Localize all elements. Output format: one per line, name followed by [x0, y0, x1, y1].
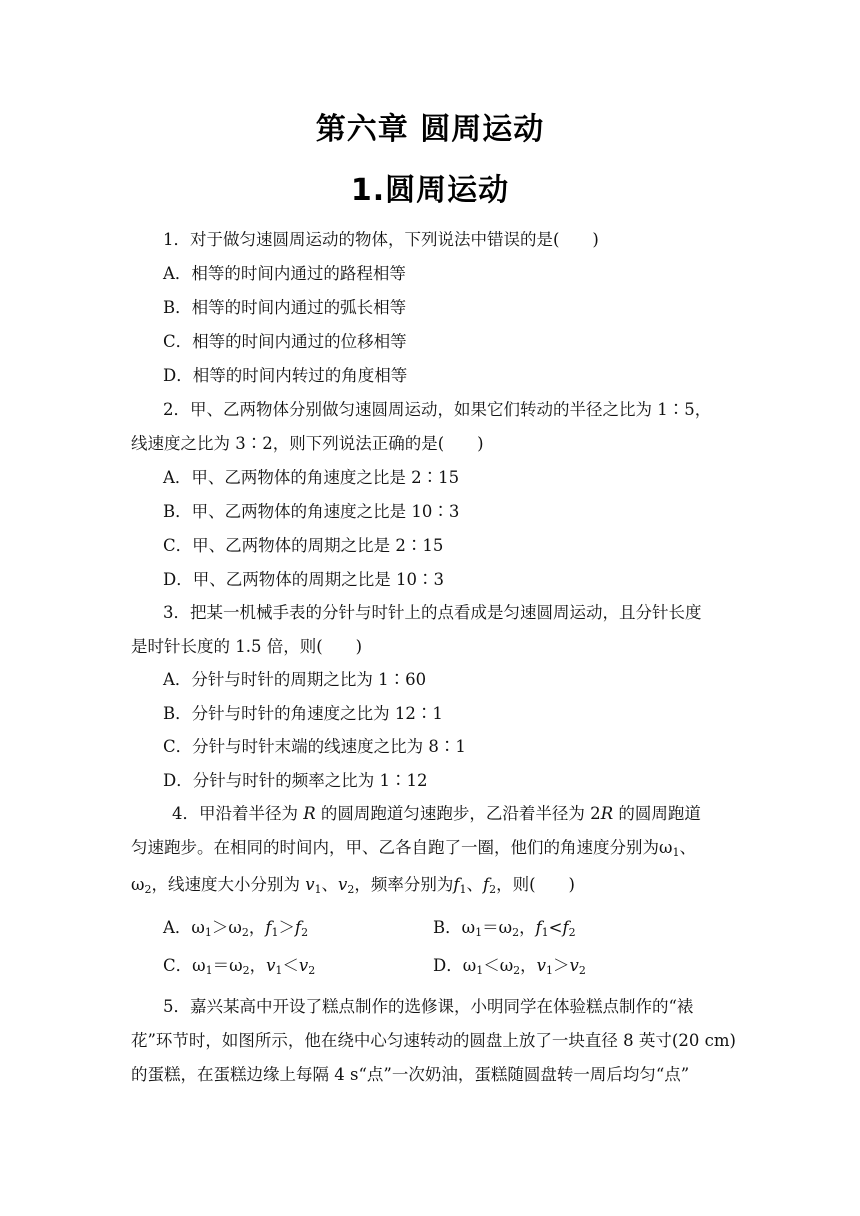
q1-option-a: A．相等的时间内通过的路程相等 [163, 264, 406, 283]
q3-stem-line2: 是时针长度的 1.5 倍，则( ) [131, 637, 363, 656]
q2-option-b: B．甲、乙两物体的角速度之比是 10∶3 [163, 502, 460, 521]
q3-option-b: B．分针与时针的角速度之比为 12∶1 [163, 704, 443, 723]
q1-option-b: B．相等的时间内通过的弧长相等 [163, 298, 407, 317]
section-title: 1.圆周运动 [350, 173, 510, 208]
q4-stem-line3: $\omega_2$，线速度大小分别为 $v_1$、$v_2$，频率分别为$f_1$、$f_2$，则( ) [131, 875, 575, 896]
q4-stem-line1: 4．甲沿着半径为 R 的圆周跑道匀速跑步，乙沿着半径为 2R 的圆周跑道 [172, 804, 701, 823]
chapter-title: 第六章 圆周运动 [315, 112, 545, 147]
q2-stem-line1: 2．甲、乙两物体分别做匀速圆周运动，如果它们转动的半径之比为 1∶5， [163, 400, 712, 419]
q2-option-a: A．甲、乙两物体的角速度之比是 2∶15 [163, 468, 460, 487]
q2-stem-line2: 线速度之比为 3∶2，则下列说法正确的是( ) [131, 434, 484, 453]
q1-option-c: C．相等的时间内通过的位移相等 [163, 332, 407, 351]
q4-option-b: B．$\omega_1=\omega_2$，$f_1<f_2$ [433, 918, 576, 939]
q2-option-c: C．甲、乙两物体的周期之比是 2∶15 [163, 536, 444, 555]
q5-line2: 花”环节时，如图所示，他在绕中心匀速转动的圆盘上放了一块直径 8 英寸(20 cm) [131, 1031, 736, 1050]
q3-stem-line1: 3．把某一机械手表的分针与时针上的点看成是匀速圆周运动，且分针长度 [163, 603, 702, 622]
q2-option-d: D．甲、乙两物体的周期之比是 10∶3 [163, 570, 444, 589]
q3-option-d: D．分针与时针的频率之比为 1∶12 [163, 771, 428, 790]
q3-option-c: C．分针与时针末端的线速度之比为 8∶1 [163, 737, 466, 756]
q4-option-c: C．$\omega_1=\omega_2$，$v_1<v_2$ [163, 956, 316, 977]
q4-option-a: A．$\omega_1>\omega_2$，$f_1>f_2$ [163, 918, 309, 939]
q3-option-a: A．分针与时针的周期之比为 1∶60 [163, 670, 427, 689]
q5-line1: 5．嘉兴某高中开设了糕点制作的选修课，小明同学在体验糕点制作的“裱 [163, 997, 694, 1016]
q4-stem-line2: 匀速跑步。在相同的时间内，甲、乙各自跑了一圈，他们的角速度分别为$\omega_1$、 [131, 838, 696, 859]
q1-stem: 1．对于做匀速圆周运动的物体，下列说法中错误的是( ) [163, 230, 599, 249]
q4-option-d: D．$\omega_1<\omega_2$，$v_1>v_2$ [433, 956, 586, 977]
q5-line3: 的蛋糕，在蛋糕边缘上每隔 4 s“点”一次奶油，蛋糕随圆盘转一周后均匀“点” [131, 1065, 690, 1084]
q1-option-d: D．相等的时间内转过的角度相等 [163, 366, 408, 385]
